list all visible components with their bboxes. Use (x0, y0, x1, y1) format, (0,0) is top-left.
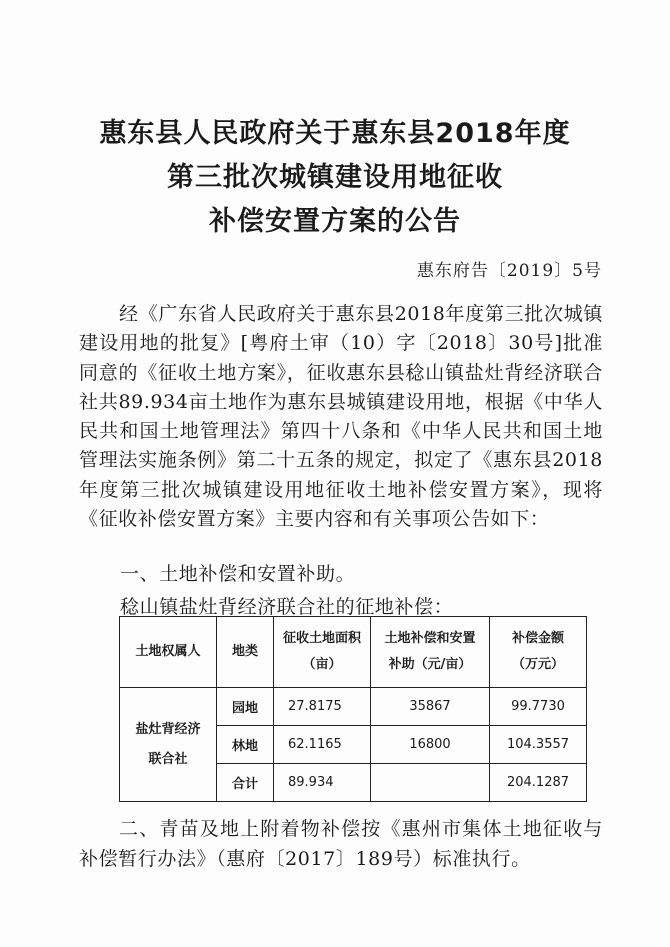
cell-rate: 35867 (371, 688, 490, 726)
header-amount-line1: 补偿金额 (511, 631, 564, 646)
title-line-1: 惠东县人民政府关于惠东县2018年度 (99, 118, 571, 149)
table-header-row (120, 617, 587, 688)
title-line-2: 第三批次城镇建设用地征收 (167, 162, 503, 193)
owner-cell (120, 688, 217, 802)
document-number: 惠东府告〔2019〕5号 (416, 261, 602, 281)
cell-rate: 16800 (371, 726, 490, 764)
owner-line1: 盐灶背经济 (135, 721, 201, 737)
section-1-heading: 一、土地补偿和安置补助。 (120, 563, 356, 585)
header-rate-line1: 土地补偿和安置 (384, 631, 476, 646)
header-amount (490, 617, 587, 688)
cell-type: 林地 (217, 726, 274, 764)
header-area-line1: 征收土地面积 (282, 631, 361, 646)
owner-line2: 联合社 (148, 751, 188, 767)
compensation-table (119, 616, 587, 802)
header-owner: 土地权属人 (120, 617, 217, 688)
section-2-paragraph: 二、青苗及地上附着物补偿按《惠州市集体土地征收与补偿暂行办法》（惠府〔2017〕189号）标准执行。 (79, 818, 603, 870)
header-area (274, 617, 371, 688)
header-land-type: 地类 (217, 617, 274, 688)
cell-type: 合计 (217, 764, 274, 802)
cell-area: 89.934 (274, 764, 371, 802)
intro-paragraph: 经《广东省人民政府关于惠东县2018年度第三批次城镇建设用地的批复》[粤府土审（10）字〔2018〕30号]批准同意的《征收土地方案》，征收惠东县稔山镇盐灶背经济联合社共89.934亩土地作为惠东县城镇建设用地，根据《中华人民共和国土地管理法》第四十八条和《中华人民共和国土地管理法实施条例》第二十五条的规定，拟定了《惠东县2018年度第三批次城镇建设用地征收土地补偿安置方案》，现将《征收补偿安置方案》主要内容和有关事项公告如下： (79, 303, 603, 531)
table-row (120, 688, 587, 726)
header-amount-line2: （万元） (511, 657, 564, 672)
cell-rate (371, 764, 490, 802)
cell-amount: 104.3557 (490, 726, 587, 764)
header-rate-line2: 补助（元/亩） (388, 657, 472, 672)
cell-type: 园地 (217, 688, 274, 726)
header-rate (371, 617, 490, 688)
header-area-line2: （亩） (302, 657, 342, 672)
cell-area: 62.1165 (274, 726, 371, 764)
cell-amount: 204.1287 (490, 764, 587, 802)
title-line-3: 补偿安置方案的公告 (209, 206, 461, 237)
section-1-subheading: 稔山镇盐灶背经济联合社的征地补偿： (120, 596, 454, 618)
cell-area: 27.8175 (274, 688, 371, 726)
cell-amount: 99.7730 (490, 688, 587, 726)
